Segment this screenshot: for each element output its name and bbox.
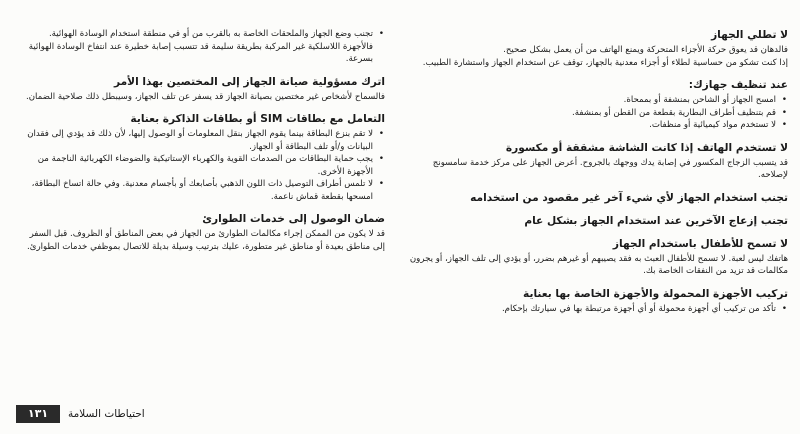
section-sim-cards [17,112,385,203]
section-heading: اترك مسؤولية صيانة الجهاز إلى المختصين بهذا الأمر [114,75,385,88]
section-intended-use [408,191,788,205]
section-heading: ضمان الوصول إلى خدمات الطوارئ [202,213,385,225]
section-heading: لا تسمح للأطفال باستخدام الجهاز [612,237,788,250]
section-airbag [17,28,385,66]
section-emergency [17,212,385,253]
section-heading: لا تطلي الجهاز [711,29,788,41]
list-item: • تجنب وضع الجهاز والملحقات الخاصة به بالقرب من أو في منطقة استخدام الوسادة الهوائية. فالأجهزة اللاسلكية غير المركبة بطريقة سليمة قد تتسبب إصابة خطيرة عند انتفاخ الوسادة الهوائية بسرعة. [17,28,373,66]
list-item: • تأكد من تركيب أي أجهزة محمولة أو أي أجهزة مرتبطة بها في سيارتك بإحكام. [408,303,776,316]
section-text: قد لا يكون من الممكن إجراء مكالمات الطوارئ من الجهاز في بعض المناطق أو الظروف. قبل السفر إلى مناطق بعيدة أو مناطق غير متطورة، عليك بترتيب وسيلة بديلة للاتصال بموظفي خدمات الطوارئ. [26,229,385,252]
bullet-list [17,28,385,66]
section-heading: تجنب استخدام الجهاز لأي شيء آخر غير مقصود من استخدامه [470,191,788,204]
section-heading: التعامل مع بطاقات SIM أو بطاقات الذاكرة بعناية [130,113,385,125]
section-children [408,237,788,278]
list-item: • يجب حماية البطاقات من الصدمات القوية والكهرباء الإستاتيكية والضوضاء الكهربائية الناجمة من الأجهزة الأخرى. [17,153,373,178]
bullet-list [408,94,788,132]
section-no-paint [408,28,788,69]
section-heading: عند تنظيف جهازك: [688,79,788,91]
section-heading: تجنب إزعاج الآخرين عند استخدام الجهاز بشكل عام [524,214,788,227]
section-mobile-devices [408,287,788,316]
bullet-list [408,303,788,316]
bullet-list [17,128,385,203]
section-service [17,75,385,104]
section-cleaning [408,78,788,132]
section-disturbing-others [408,214,788,228]
list-item: • امسح الجهاز أو الشاحن بمنشفة أو بممحاة. [408,94,776,107]
left-column [17,28,385,262]
list-item: • لا تلمس أطراف التوصيل ذات اللون الذهبي بأصابعك أو بأجسام معدنية. وفي حالة اتساخ البطاقة، امسحها بقطعة قماش ناعمة. [17,178,373,203]
section-text: فالدهان قد يعوق حركة الأجزاء المتحركة ويمنع الهاتف من أن يعمل بشكل صحيح. [503,45,788,55]
section-text: قد يتسبب الزجاج المكسور في إصابة يدك ووجهك بالجروح. أعرض الجهاز على مركز خدمة سامسونج لإصلاحه. [432,157,788,180]
section-heading: لا تستخدم الهاتف إذا كانت الشاشة مشققة أو مكسورة [505,141,788,154]
list-item: • لا تقم بنزع البطاقة بينما يقوم الجهاز بنقل المعلومات أو الوصول إليها، لأن ذلك قد يؤدي إلى فقدان البيانات و/أو تلف البطاقة أو الجهاز. [17,128,373,153]
section-text: هاتفك ليس لعبة. لا تسمح للأطفال العبث به فقد يصيبهم أو غيرهم بضرر، أو يؤدي إلى تلف الجهاز، أو يجرون مكالمات قد تزيد من النفقات الخاصة بك. [409,253,788,276]
section-text: إذا كنت تشكو من حساسية لطلاء أو أجزاء معدنية بالجهاز، توقف عن استخدام الجهاز واستشارة الطبيب. [422,57,788,68]
list-item: • لا تستخدم مواد كيميائية أو منظفات. [408,119,776,132]
right-column [408,28,788,324]
list-item: • قم بتنظيف أطراف البطارية بقطعة من القطن أو بمنشفة. [408,107,776,120]
page-number: ١٣١ [16,405,60,423]
section-cracked-screen [408,141,788,182]
footer-title: احتياطات السلامة [68,408,145,420]
section-text: فالسماح لأشخاص غير مختصين بصيانة الجهاز قد يسفر عن تلف الجهاز، وسيبطل ذلك صلاحية الضمان. [26,91,385,102]
section-heading: تركيب الأجهزة المحمولة والأجهزة الخاصة بها بعناية [523,287,788,300]
